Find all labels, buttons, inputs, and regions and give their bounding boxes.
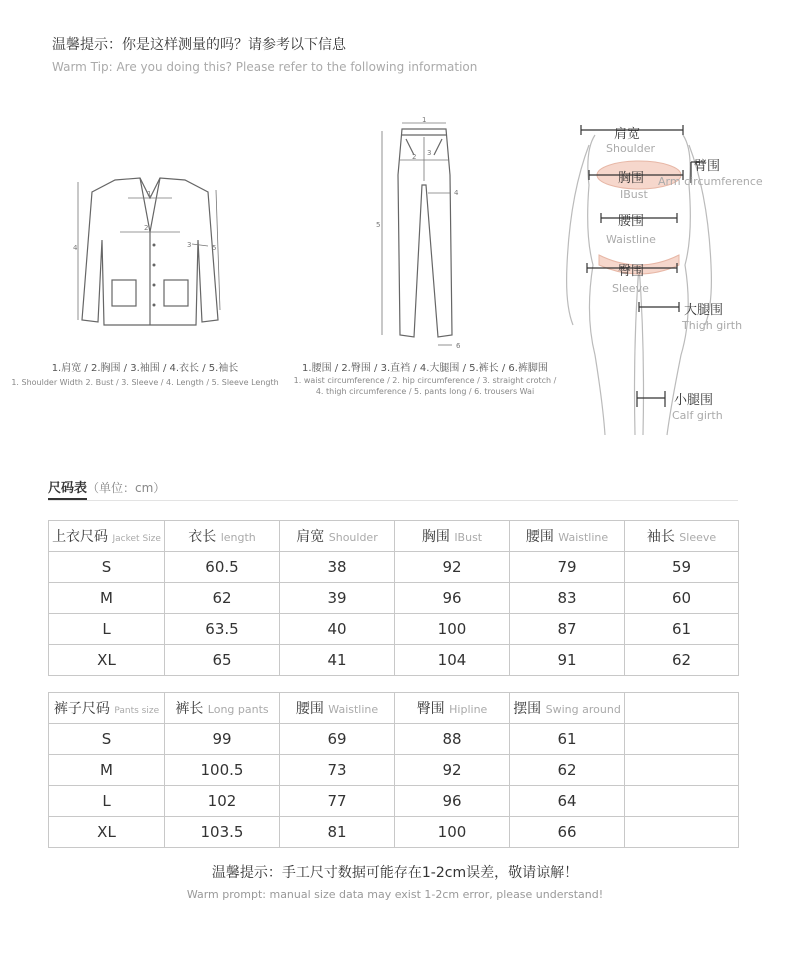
jacket-header-size: 上衣尺码 Jacket Size bbox=[49, 521, 165, 552]
table-cell bbox=[625, 786, 739, 817]
body-bust-cn: 胸围 bbox=[618, 171, 645, 186]
jacket-marker-2: 2 bbox=[144, 224, 149, 232]
table-cell: 99 bbox=[165, 724, 280, 755]
table-cell: 83 bbox=[510, 583, 625, 614]
table-cell: XL bbox=[49, 817, 165, 848]
table-cell: S bbox=[49, 552, 165, 583]
body-hip-cn: 臀围 bbox=[618, 264, 645, 279]
table-cell: 62 bbox=[510, 755, 625, 786]
table-cell: 96 bbox=[395, 583, 510, 614]
body-calf-cn: 小腿围 bbox=[674, 393, 714, 408]
pants-diagram bbox=[372, 115, 482, 350]
body-arm-cn: 臂围 bbox=[694, 159, 721, 174]
table-row bbox=[49, 645, 739, 676]
table-cell: 65 bbox=[165, 645, 280, 676]
size-chart-title bbox=[48, 477, 165, 496]
table-cell: 39 bbox=[280, 583, 395, 614]
body-diagram bbox=[555, 115, 790, 445]
jacket-header-sleeve: 袖长 Sleeve bbox=[625, 521, 739, 552]
table-cell: 103.5 bbox=[165, 817, 280, 848]
table-cell: M bbox=[49, 583, 165, 614]
pants-marker-6: 6 bbox=[456, 342, 461, 350]
table-cell: 92 bbox=[395, 755, 510, 786]
jacket-size-table bbox=[48, 520, 739, 676]
table-cell: 92 bbox=[395, 552, 510, 583]
table-cell: 61 bbox=[510, 724, 625, 755]
body-arm-en: Arm circumference bbox=[658, 175, 763, 188]
pants-marker-5: 5 bbox=[376, 221, 381, 229]
table-row bbox=[49, 786, 739, 817]
table-cell: 104 bbox=[395, 645, 510, 676]
table-cell: 66 bbox=[510, 817, 625, 848]
body-shoulder-en: Shoulder bbox=[606, 142, 655, 155]
table-cell: 63.5 bbox=[165, 614, 280, 645]
table-cell: 79 bbox=[510, 552, 625, 583]
size-chart-title-main: 尺码表 bbox=[48, 481, 87, 500]
body-thigh-cn: 大腿围 bbox=[684, 303, 724, 318]
divider bbox=[48, 500, 738, 501]
table-cell: L bbox=[49, 614, 165, 645]
table-cell: 100.5 bbox=[165, 755, 280, 786]
table-cell: 62 bbox=[625, 645, 739, 676]
table-cell: 100 bbox=[395, 614, 510, 645]
table-cell: 69 bbox=[280, 724, 395, 755]
footer-tip-cn: 温馨提示：手工尺寸数据可能存在1-2cm误差，敬请谅解！ bbox=[211, 865, 579, 881]
table-cell: 60 bbox=[625, 583, 739, 614]
table-cell: 102 bbox=[165, 786, 280, 817]
body-shoulder-cn: 肩宽 bbox=[614, 127, 641, 142]
pants-size-table bbox=[48, 692, 739, 848]
pants-marker-1: 1 bbox=[422, 116, 427, 124]
size-chart-unit: （单位：cm） bbox=[87, 481, 166, 495]
jacket-header-shoulder: 肩宽 Shoulder bbox=[280, 521, 395, 552]
table-cell bbox=[625, 755, 739, 786]
table-cell bbox=[625, 724, 739, 755]
pants-header-length: 裤长 Long pants bbox=[165, 693, 280, 724]
body-waist-cn: 腰围 bbox=[618, 214, 645, 229]
body-waist-en: Waistline bbox=[606, 233, 656, 246]
pants-header-size: 裤子尺码 Pants size bbox=[49, 693, 165, 724]
table-cell: 91 bbox=[510, 645, 625, 676]
jacket-header-bust: 胸围 IBust bbox=[395, 521, 510, 552]
tip-title: 温馨提示：你是这样测量的吗？请参考以下信息 bbox=[52, 37, 346, 53]
table-row bbox=[49, 552, 739, 583]
pants-header-empty bbox=[625, 693, 739, 724]
jacket-header-waist: 腰围 Waistline bbox=[510, 521, 625, 552]
table-cell: 38 bbox=[280, 552, 395, 583]
table-cell: 87 bbox=[510, 614, 625, 645]
jacket-header-length: 衣长 length bbox=[165, 521, 280, 552]
body-thigh-en: Thigh girth bbox=[682, 319, 743, 332]
pants-caption-en-2: 4. thigh circumference / 5. pants long / 6. trousers Wai bbox=[315, 387, 535, 396]
table-row bbox=[49, 817, 739, 848]
table-cell: 62 bbox=[165, 583, 280, 614]
jacket-caption-en: 1. Shoulder Width 2. Bust / 3. Sleeve / 4. Length / 5. Sleeve Length bbox=[11, 378, 279, 387]
table-cell: 100 bbox=[395, 817, 510, 848]
table-row bbox=[49, 755, 739, 786]
pants-table-header bbox=[49, 693, 739, 724]
jacket-table-header bbox=[49, 521, 739, 552]
table-cell: S bbox=[49, 724, 165, 755]
table-cell: XL bbox=[49, 645, 165, 676]
table-row bbox=[49, 724, 739, 755]
body-calf-en: Calf girth bbox=[672, 409, 723, 422]
pants-caption-cn: 1.腰围 / 2.臀围 / 3.直裆 / 4.大腿围 / 5.裤长 / 6.裤脚围 bbox=[302, 363, 548, 374]
body-hip-en: Sleeve bbox=[612, 282, 649, 295]
jacket-diagram bbox=[60, 170, 230, 340]
jacket-marker-4: 4 bbox=[73, 244, 78, 252]
pants-header-hip: 臀围 Hipline bbox=[395, 693, 510, 724]
table-cell: 40 bbox=[280, 614, 395, 645]
table-cell bbox=[625, 817, 739, 848]
pants-marker-3: 3 bbox=[427, 149, 432, 157]
pants-header-waist: 腰围 Waistline bbox=[280, 693, 395, 724]
table-cell: M bbox=[49, 755, 165, 786]
pants-marker-4: 4 bbox=[454, 189, 459, 197]
table-cell: 61 bbox=[625, 614, 739, 645]
table-cell: 73 bbox=[280, 755, 395, 786]
table-cell: L bbox=[49, 786, 165, 817]
jacket-caption-cn: 1.肩宽 / 2.胸围 / 3.袖围 / 4.衣长 / 5.袖长 bbox=[51, 363, 239, 374]
table-cell: 81 bbox=[280, 817, 395, 848]
pants-marker-2: 2 bbox=[412, 153, 417, 161]
tip-subtitle: Warm Tip: Are you doing this? Please refer to the following information bbox=[52, 60, 478, 74]
table-row bbox=[49, 583, 739, 614]
table-cell: 96 bbox=[395, 786, 510, 817]
footer-tip-en: Warm prompt: manual size data may exist 1-2cm error, please understand! bbox=[186, 888, 604, 901]
pants-caption-en-1: 1. waist circumference / 2. hip circumference / 3. straight crotch / bbox=[293, 376, 557, 385]
body-bust-en: IBust bbox=[620, 188, 648, 201]
table-cell: 77 bbox=[280, 786, 395, 817]
table-cell: 64 bbox=[510, 786, 625, 817]
jacket-marker-1: 1 bbox=[147, 190, 152, 198]
table-cell: 59 bbox=[625, 552, 739, 583]
table-row bbox=[49, 614, 739, 645]
jacket-marker-3: 3 bbox=[187, 241, 192, 249]
table-cell: 60.5 bbox=[165, 552, 280, 583]
pants-header-swing: 摆围 Swing around bbox=[510, 693, 625, 724]
jacket-marker-5: 5 bbox=[212, 244, 217, 252]
table-cell: 41 bbox=[280, 645, 395, 676]
table-cell: 88 bbox=[395, 724, 510, 755]
